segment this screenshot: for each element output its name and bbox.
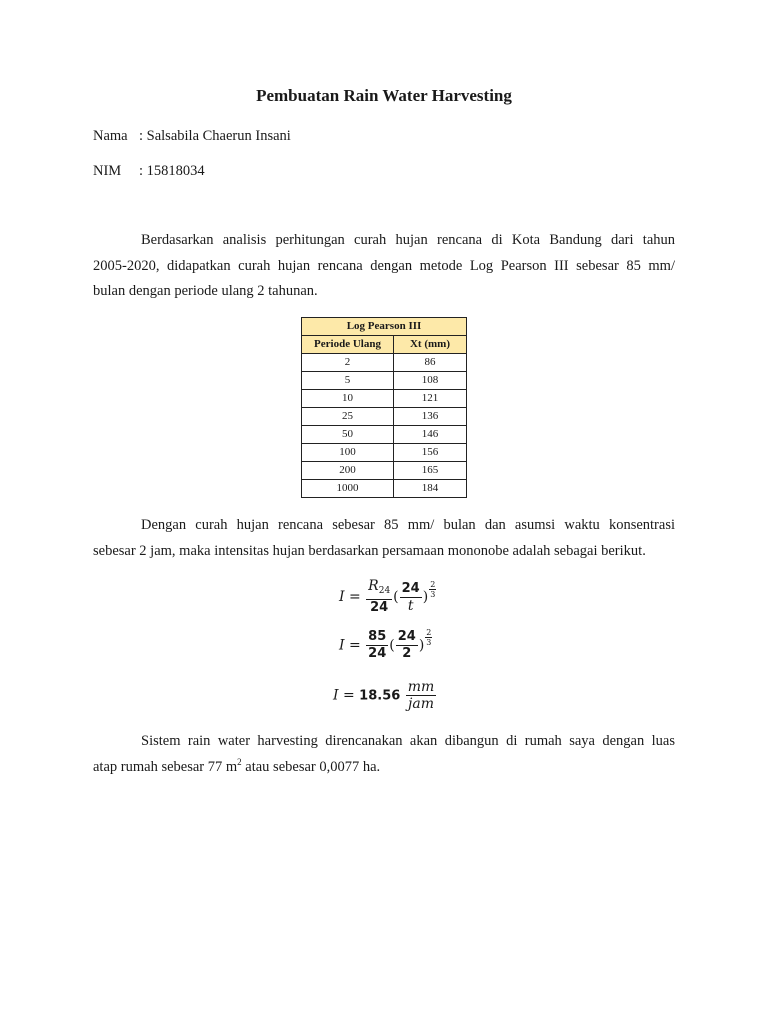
table-cell: 5: [302, 372, 394, 390]
table-row: [302, 372, 467, 390]
formula-2-inner-fraction: $\frac{24}{2}$: [397, 629, 416, 661]
formula-2-exponent: $\frac{2}{3}$: [426, 628, 432, 647]
table-row: [302, 408, 467, 426]
paragraph-1-line-1: Berdasarkan analisis perhitungan curah hujan rencana di Kota Bandung dari tahun: [141, 232, 675, 248]
table-title: Log Pearson III: [302, 318, 467, 336]
table-row: [302, 354, 467, 372]
table-cell: 108: [394, 372, 467, 390]
document-title: Pembuatan Rain Water Harvesting: [256, 86, 512, 105]
table-cell: 136: [394, 408, 467, 426]
table-cell: 165: [394, 462, 467, 480]
formula-2-lhs: I =: [339, 637, 361, 654]
table-cell: 156: [394, 444, 467, 462]
table-cell: 146: [394, 426, 467, 444]
table-header-xt: Xt (mm): [394, 336, 467, 354]
formula-1-inner-fraction: $\frac{24}{t}$: [401, 580, 420, 614]
table-cell: 25: [302, 408, 394, 426]
table-cell: 1000: [302, 480, 394, 498]
formula-2-fraction: $\frac{85}{24}$: [368, 629, 387, 661]
name-value: : Salsabila Chaerun Insani: [139, 128, 291, 144]
paragraph-1-line-3: bulan dengan periode ulang 2 tahunan.: [93, 283, 318, 299]
table-cell: 184: [394, 480, 467, 498]
table-row: [302, 390, 467, 408]
name-label: Nama: [93, 128, 128, 144]
paragraph-3: [93, 729, 675, 780]
paragraph-1-line-2: 2005-2020, didapatkan curah hujan rencana dengan metode Log Pearson III sebesar 85 mm/: [93, 257, 675, 274]
paragraph-2-line-2: sebesar 2 jam, maka intensitas hujan berdasarkan persamaan mononobe adalah sebagai berikut.: [93, 542, 646, 559]
table-row: [302, 426, 467, 444]
paragraph-1: [93, 228, 675, 305]
formula-3-unit: $\frac{mm}{\text{jam}}$: [407, 679, 435, 712]
table-cell: 2: [302, 354, 394, 372]
nim-value: : 15818034: [139, 163, 205, 179]
table-cell: 86: [394, 354, 467, 372]
formula-3-value: 18.56: [359, 688, 401, 704]
paragraph-2: [93, 513, 675, 564]
table-row: [302, 444, 467, 462]
formula-3-lhs: I =: [333, 687, 360, 704]
table-row: [302, 480, 467, 498]
formula-1-lhs: I =: [339, 589, 361, 605]
nim-label: NIM: [93, 163, 122, 179]
formula-1-fraction: $\frac{R_{24}}{24}$: [368, 578, 391, 615]
log-pearson-table: [301, 317, 467, 498]
table-cell: 121: [394, 390, 467, 408]
table-row: [302, 462, 467, 480]
name-row: [93, 128, 291, 145]
table-cell: 100: [302, 444, 394, 462]
formula-mononobe: I = $\frac{R_{24}}{24}$ ( $\frac{24}{t}$ ) $\frac{2}{3}$: [339, 578, 436, 615]
paragraph-3-line-2: atap rumah sebesar 77 $m^2$ atau sebesar 0,0077 ha.: [93, 756, 381, 775]
paragraph-2-line-1: Dengan curah hujan rencana sebesar 85 mm/ bulan dan asumsi waktu konsentrasi: [141, 517, 675, 533]
table-cell: 10: [302, 390, 394, 408]
paragraph-3-line-1: Sistem rain water harvesting direncanakan akan dibangun di rumah saya dengan luas: [141, 733, 675, 749]
formula-substituted: I = $\frac{85}{24}$ ( $\frac{24}{2}$ ) $\frac{2}{3}$: [339, 628, 432, 661]
table-cell: 50: [302, 426, 394, 444]
formula-result: [333, 679, 437, 712]
table-cell: 200: [302, 462, 394, 480]
formula-1-exponent: $\frac{2}{3}$: [430, 579, 436, 599]
table-header-periode: Periode Ulang: [302, 336, 394, 354]
nim-row: [93, 163, 205, 180]
superscript-2: 2: [237, 756, 242, 767]
